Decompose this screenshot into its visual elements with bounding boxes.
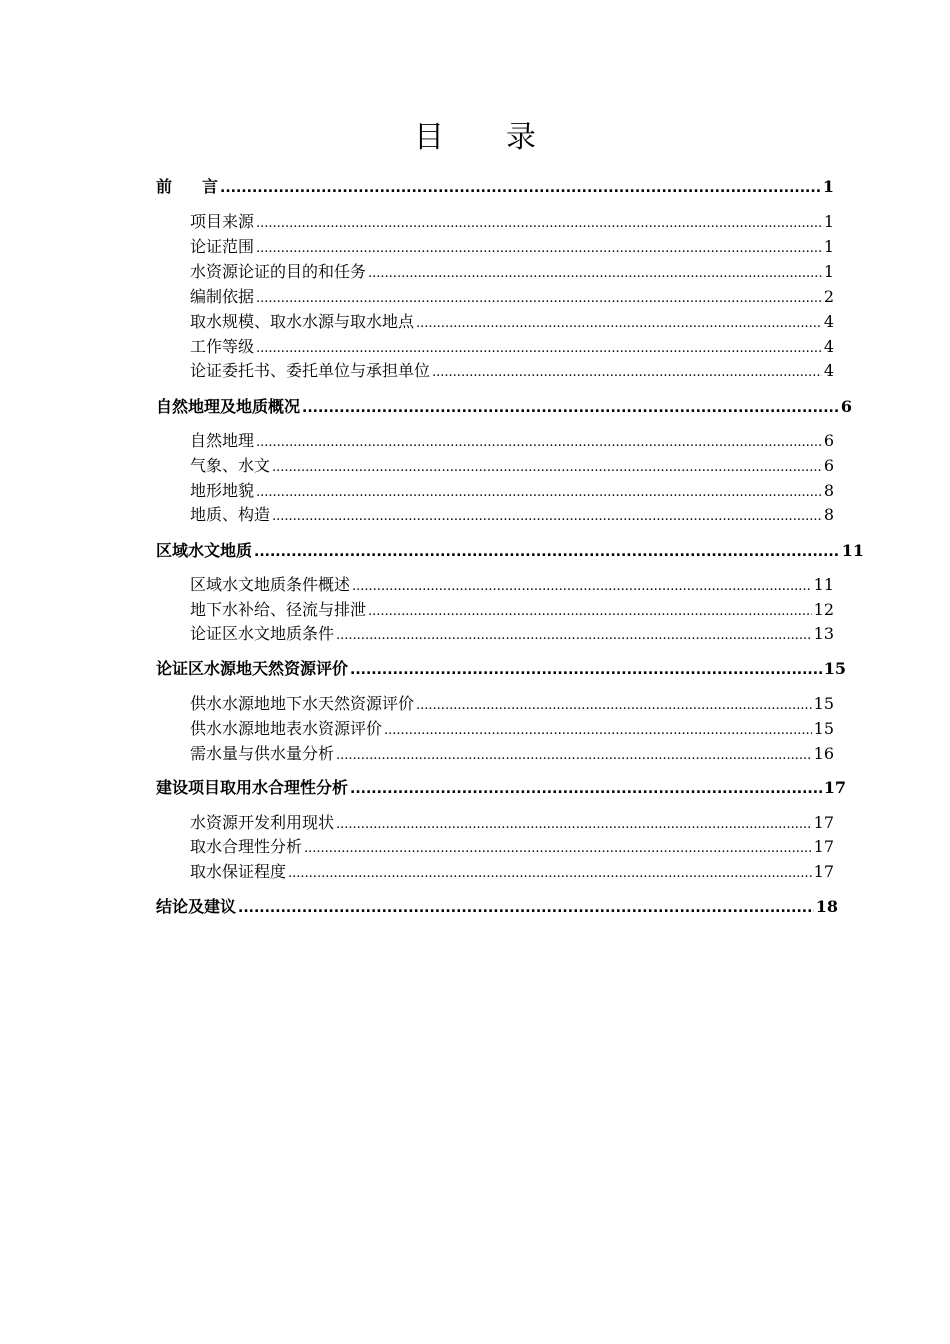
toc-chapter-label: 结论及建议 <box>156 897 237 916</box>
toc-section[interactable] <box>190 834 834 858</box>
toc-leader-dots <box>384 723 812 738</box>
toc-page-number: 2 <box>823 287 834 306</box>
toc-leader-dots <box>336 628 812 643</box>
toc-section-label: 取水规模、取水水源与取水地点 <box>190 312 415 331</box>
toc-page-number: 8 <box>823 505 834 524</box>
toc-leader-dots <box>368 604 812 619</box>
toc-section[interactable] <box>190 716 834 740</box>
toc-page-number: 1 <box>822 177 834 196</box>
toc-section-label: 工作等级 <box>190 337 255 356</box>
toc-page-number: 15 <box>813 694 834 713</box>
toc-section[interactable] <box>190 284 834 308</box>
toc-section[interactable] <box>190 259 834 283</box>
toc-section[interactable] <box>190 453 834 477</box>
toc-leader-dots <box>256 241 822 256</box>
toc-section[interactable] <box>190 309 834 333</box>
toc-section[interactable] <box>190 478 834 502</box>
toc-section[interactable] <box>190 691 834 715</box>
toc-chapter-label: 前 言 <box>156 177 219 196</box>
page-title-part1: 目 <box>414 120 444 155</box>
toc-section[interactable] <box>190 234 834 258</box>
toc-section[interactable] <box>190 334 834 358</box>
toc-leader-dots <box>304 841 812 856</box>
toc-section[interactable] <box>190 209 834 233</box>
toc-section[interactable] <box>190 428 834 452</box>
toc-section-label: 编制依据 <box>190 287 255 306</box>
toc-leader-dots <box>256 291 822 306</box>
toc-leader-dots <box>336 817 812 832</box>
toc-leader-dots <box>368 266 822 281</box>
toc-page-number: 18 <box>815 897 838 916</box>
toc-section[interactable] <box>190 502 834 526</box>
toc-page-number: 6 <box>823 431 834 450</box>
toc-section-label: 地形地貌 <box>190 481 255 500</box>
toc-section-label: 地下水补给、径流与排泄 <box>190 600 367 619</box>
toc-section-label: 自然地理 <box>190 431 255 450</box>
toc-page-number: 4 <box>823 361 834 380</box>
toc-chapter-preface[interactable] <box>156 174 834 198</box>
page-title <box>0 112 950 156</box>
toc-leader-dots <box>336 748 812 763</box>
toc-chapter-label: 区域水文地质 <box>156 541 253 560</box>
page-title-part2: 录 <box>506 120 536 155</box>
toc-section[interactable] <box>190 621 834 645</box>
toc-page-number: 4 <box>823 312 834 331</box>
toc-leader-dots <box>256 216 822 231</box>
toc-leader-dots <box>238 900 814 916</box>
toc-section[interactable] <box>190 597 834 621</box>
toc-page-number: 11 <box>841 541 864 560</box>
toc-section-label: 取水合理性分析 <box>190 837 303 856</box>
toc-section-label: 取水保证程度 <box>190 862 287 881</box>
toc-chapter[interactable] <box>156 656 846 680</box>
toc-chapter-label: 建设项目取用水合理性分析 <box>156 778 349 797</box>
toc-section[interactable] <box>190 810 834 834</box>
toc-leader-dots <box>352 579 812 594</box>
toc-leader-dots <box>350 781 822 797</box>
toc-section[interactable] <box>190 859 834 883</box>
toc-leader-dots <box>416 698 812 713</box>
toc-leader-dots <box>256 485 822 500</box>
toc-section-label: 项目来源 <box>190 212 255 231</box>
toc-page-number: 15 <box>823 659 846 678</box>
toc-page-number: 16 <box>813 744 834 763</box>
toc-chapter-label: 自然地理及地质概况 <box>156 397 301 416</box>
toc-section-label: 论证范围 <box>190 237 255 256</box>
toc-page-number: 6 <box>840 397 852 416</box>
toc-leader-dots <box>416 316 822 331</box>
toc-chapter[interactable] <box>156 775 846 799</box>
toc-page-number: 17 <box>813 862 834 881</box>
toc-page-number: 4 <box>823 337 834 356</box>
toc-page-number: 17 <box>813 813 834 832</box>
toc-page-number: 17 <box>813 837 834 856</box>
toc-section-label: 需水量与供水量分析 <box>190 744 335 763</box>
toc-page-number: 12 <box>813 600 834 619</box>
toc-page-number: 1 <box>823 262 834 281</box>
toc-chapter-label: 论证区水源地天然资源评价 <box>156 659 349 678</box>
toc-page-number: 1 <box>823 212 834 231</box>
toc-page-number: 8 <box>823 481 834 500</box>
toc-leader-dots <box>302 400 839 416</box>
toc-section[interactable] <box>190 741 834 765</box>
toc-leader-dots <box>432 365 822 380</box>
toc-leader-dots <box>288 866 812 881</box>
toc-section[interactable] <box>190 572 834 596</box>
toc-chapter[interactable] <box>156 538 864 562</box>
toc-leader-dots <box>350 662 822 678</box>
toc-section-label: 论证区水文地质条件 <box>190 624 335 643</box>
toc-leader-dots <box>272 509 822 524</box>
toc-chapter[interactable] <box>156 394 852 418</box>
toc-chapter[interactable] <box>156 894 838 918</box>
toc-page-number: 11 <box>813 575 834 594</box>
toc-page-number: 15 <box>813 719 834 738</box>
toc-section-label: 供水水源地地表水资源评价 <box>190 719 383 738</box>
toc-page-number: 6 <box>823 456 834 475</box>
toc-section-label: 论证委托书、委托单位与承担单位 <box>190 361 431 380</box>
toc-section-label: 水资源开发利用现状 <box>190 813 335 832</box>
toc-section-label: 气象、水文 <box>190 456 271 475</box>
toc-leader-dots <box>272 460 822 475</box>
toc-section-label: 区域水文地质条件概述 <box>190 575 351 594</box>
toc-section-label: 地质、构造 <box>190 505 271 524</box>
toc-section-label: 供水水源地地下水天然资源评价 <box>190 694 415 713</box>
toc-section-label: 水资源论证的目的和任务 <box>190 262 367 281</box>
toc-leader-dots <box>256 435 822 450</box>
toc-leader-dots <box>254 544 840 560</box>
toc-leader-dots <box>256 341 822 356</box>
toc-section[interactable] <box>190 358 834 382</box>
toc-page-number: 13 <box>813 624 834 643</box>
toc-page-number: 17 <box>823 778 846 797</box>
toc-leader-dots <box>220 180 821 196</box>
toc-page-number: 1 <box>823 237 834 256</box>
